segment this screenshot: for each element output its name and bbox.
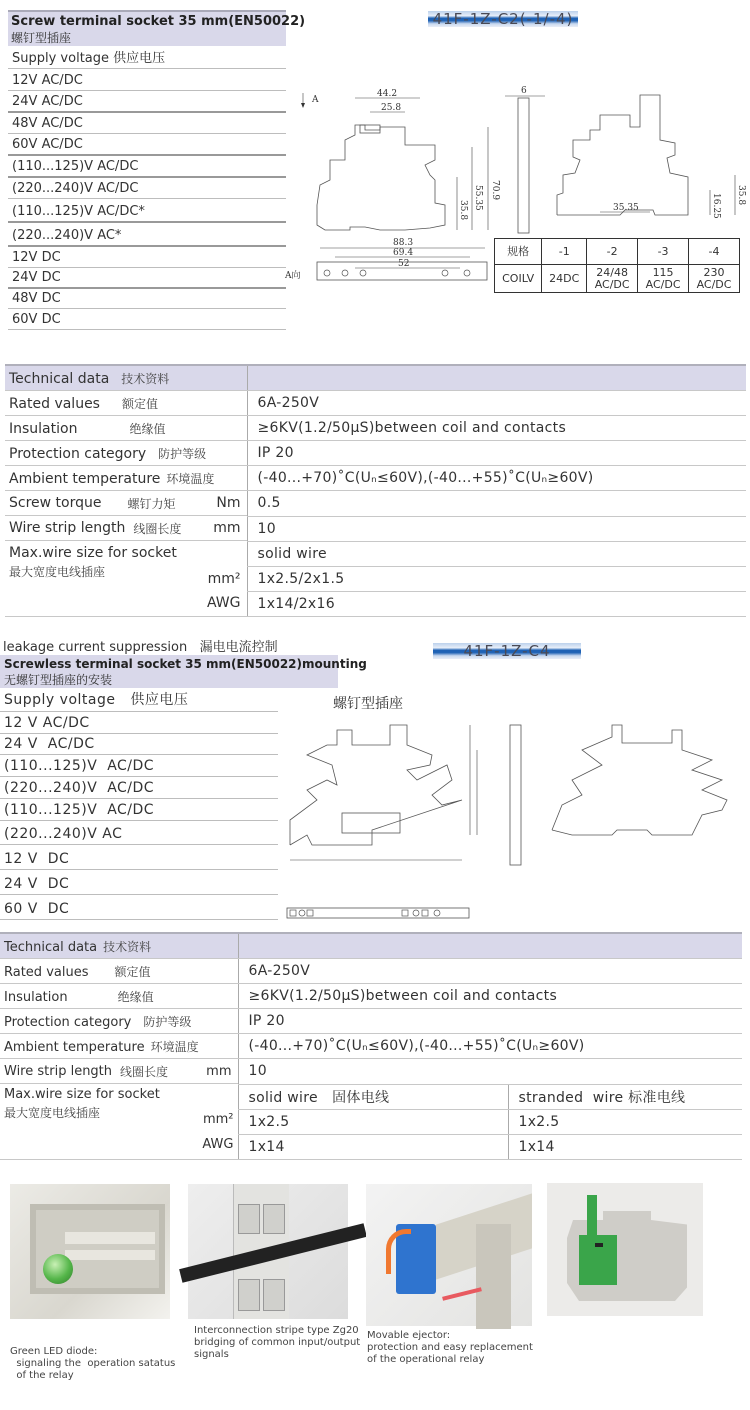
voltage-item: 12V AC/DC (8, 69, 286, 91)
voltage-item: 12 V AC/DC (0, 712, 278, 734)
front-view-outline (317, 125, 445, 230)
tech-row: Protection category 防护等级 IP 20 (5, 441, 746, 466)
svg-text:6: 6 (521, 86, 527, 96)
bottom-view-outline (287, 908, 469, 918)
leakage-label: leakage current suppression 漏电电流控制 (3, 640, 278, 655)
coil-value: 24DC (542, 265, 587, 293)
svg-text:44.2: 44.2 (377, 89, 398, 99)
arrow-icon (386, 1229, 411, 1274)
model-badge-c4: 41F-1Z-C4 (433, 643, 581, 659)
tech-row: Rated values 额定值 6A-250V (5, 391, 746, 416)
model-badge-c2: 41F-1Z-C2(-1/-4) (428, 11, 578, 27)
coil-header: -3 (638, 239, 689, 265)
photo-caption: Interconnection stripe type Zg20 bridging of common input/output signals (194, 1325, 361, 1360)
voltage-item: (220...240)V AC/DC (0, 777, 278, 799)
tech-data-table-1 (5, 364, 746, 617)
voltage-item: (110...125)V AC/DC (0, 799, 278, 821)
supply-voltage-label: Supply voltage 供应电压 (8, 46, 286, 69)
tech-row: Screw torque 螺钉力矩 Nm 0.5 (5, 491, 746, 517)
photo-caption: Green LED diode: signaling the operation satatus of the relay (10, 1346, 176, 1381)
coil-header: -4 (689, 239, 740, 265)
svg-text:16.25: 16.25 (711, 193, 721, 219)
voltage-item: 12 V DC (0, 845, 278, 870)
tech-header-zh: 技术资料 (121, 371, 170, 386)
led-icon (43, 1254, 73, 1284)
svg-text:55.35: 55.35 (473, 185, 483, 211)
voltage-item: (220...240)V AC* (8, 223, 286, 247)
tech-row: Insulation 绝缘值 ≥6KV(1.2/50μS)between coil and contacts (5, 416, 746, 441)
wire-size-awg-row: 1x14/2x16 (5, 591, 746, 616)
wire-size-awg-row: 1x14 1x14 (0, 1134, 742, 1159)
coil-row-label: COILV (495, 265, 542, 293)
voltage-item: 12V DC (8, 247, 286, 268)
svg-text:35.8: 35.8 (458, 200, 468, 221)
tech-row: Protection category 防护等级 IP 20 (0, 1009, 742, 1034)
tech-row: Wire strip length 线圈长度 mm 10 (5, 516, 746, 541)
section1-voltage-list (8, 46, 286, 330)
stranded-wire-header: stranded wire 标准电线 (508, 1084, 742, 1109)
photo-movable-ejector (366, 1184, 532, 1326)
voltage-item: 48V AC/DC (8, 113, 286, 134)
voltage-item: 24 V AC/DC (0, 734, 278, 755)
side-view-outline (518, 98, 529, 233)
photo-caption: Movable ejector: protection and easy replacement of the operational relay (367, 1330, 533, 1365)
drawing-caption: 螺钉型插座 (333, 696, 403, 712)
voltage-item: 24V DC (8, 268, 286, 289)
tech-row: Ambient temperature 环境温度 (-40...+70)˚C(Uₙ≤60V),(-40...+55)˚C(Uₙ≥60V) (0, 1034, 742, 1059)
section1-title-en: Screw terminal socket 35 mm(EN50022) (11, 14, 306, 29)
svg-text:25.8: 25.8 (381, 103, 402, 113)
wire-size-mm2-row: 1x2.5/2x1.5 (5, 566, 746, 591)
tech-header-row (5, 365, 746, 391)
side-view-outline (510, 725, 521, 865)
section2-header (0, 655, 367, 688)
voltage-item: 60V AC/DC (8, 134, 286, 156)
tech-header-en: Technical data (9, 370, 110, 387)
section2-title-en: Screwless terminal socket 35 mm(EN50022)mounting (4, 657, 367, 671)
coil-value: 230 AC/DC (689, 265, 740, 293)
rear-view-outline (557, 95, 688, 215)
voltage-item: 60 V DC (0, 895, 278, 920)
tech-header-en: Technical data (4, 939, 98, 955)
voltage-item: 48V DC (8, 289, 286, 309)
arrow-a-label: A (312, 95, 319, 105)
voltage-item: (220...240)V AC (0, 821, 278, 845)
solid-wire-header: solid wire 固体电线 (238, 1084, 508, 1109)
section1-header (8, 10, 306, 46)
section2-title-zh: 无螺钉型插座的安装 (4, 673, 113, 687)
svg-text:88.3: 88.3 (393, 238, 414, 248)
photo-green-led (10, 1184, 170, 1319)
voltage-item: (110...125)V AC/DC (0, 755, 278, 777)
tech-row: Rated values 额定值 6A-250V (0, 959, 742, 984)
wire-size-row: Max.wire size for socket 最大宽度电线插座 mm² AWG solid wire (5, 541, 746, 566)
coil-header-spec: 规格 (495, 239, 542, 265)
tech-header-row (0, 933, 742, 959)
voltage-item: (220...240)V AC/DC (8, 178, 286, 199)
front-view-outline (290, 725, 462, 845)
coil-voltage-table (494, 238, 740, 293)
tech-row: Ambient temperature 环境温度 (-40...+70)˚C(Uₙ≤60V),(-40...+55)˚C(Uₙ≥60V) (5, 466, 746, 491)
tech-data-table-2 (0, 932, 742, 1160)
wire-size-mm2-row: 1x2.5 1x2.5 (0, 1109, 742, 1134)
voltage-item: 24V AC/DC (8, 91, 286, 113)
technical-drawing-c4 (282, 725, 750, 925)
svg-text:70.9: 70.9 (490, 180, 500, 201)
rear-view-outline (552, 725, 727, 835)
tech-header-zh: 技术资料 (103, 939, 152, 954)
voltage-item: (110...125)V AC/DC* (8, 199, 286, 223)
coil-header: -2 (587, 239, 638, 265)
coil-value: 24/48 AC/DC (587, 265, 638, 293)
section1-title-zh: 螺钉型插座 (11, 31, 72, 45)
voltage-item: 24 V DC (0, 870, 278, 895)
voltage-item: (110...125)V AC/DC (8, 156, 286, 178)
section2-voltage-list (0, 688, 278, 920)
voltage-item: 60V DC (8, 309, 286, 330)
view-a-label: A向 (285, 271, 301, 281)
svg-text:35.35: 35.35 (613, 203, 639, 213)
svg-text:52: 52 (398, 259, 410, 269)
coil-header: -1 (542, 239, 587, 265)
wire-size-row: Max.wire size for socket 最大宽度电线插座 mm² AWG solid wire 固体电线 stranded wire 标准电线 (0, 1084, 742, 1109)
supply-voltage-label: Supply voltage 供应电压 (0, 688, 278, 712)
coil-value: 115 AC/DC (638, 265, 689, 293)
photo-interconnection-stripe (188, 1184, 348, 1319)
svg-text:69.4: 69.4 (393, 248, 414, 258)
photo-circuit-board (547, 1183, 703, 1316)
svg-text:35.8: 35.8 (736, 185, 746, 206)
tech-row: Insulation 绝缘值 ≥6KV(1.2/50μS)between coil and contacts (0, 984, 742, 1009)
tech-row: Wire strip length 线圈长度 mm 10 (0, 1059, 742, 1085)
